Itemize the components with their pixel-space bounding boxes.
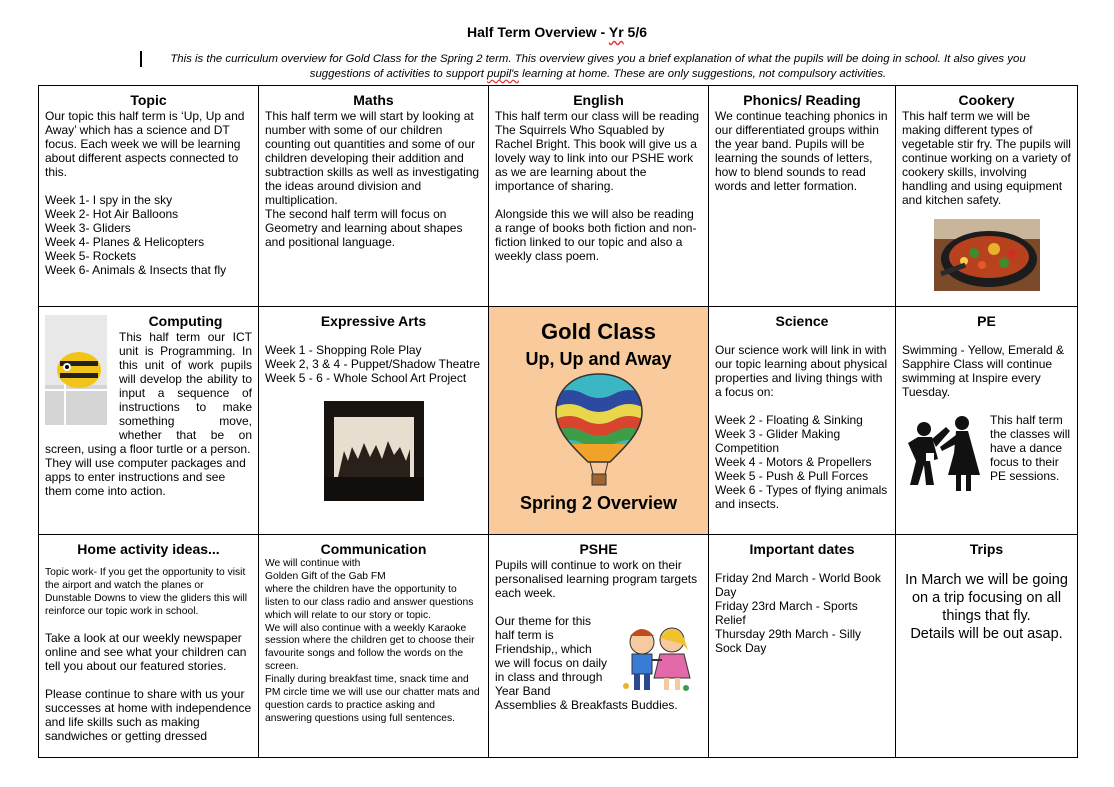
gold-class-cell	[489, 307, 709, 535]
cookery-cell	[896, 86, 1078, 307]
topic-cell	[39, 86, 259, 307]
title-prefix: Half Term Overview -	[466, 24, 609, 40]
dates-heading: Important dates	[749, 541, 855, 557]
trips-body: In March we will be going on a trip focusing on all things that fly. Details will be out asap.	[905, 572, 1068, 642]
science-body: Our science work will link in with our topic learning about physical properties and living things with a focus on: Week 2 - Floating & Sinking Week 3 - Glider Making Competition Week 4 - Motors & Propellers Week 5 - Push & Pull Forces Week 6 - Types of flying animals and insects.	[715, 343, 888, 511]
dancing-figures-icon	[904, 413, 982, 497]
communication-heading: Communication	[320, 541, 427, 557]
shadow-theatre-photo	[324, 401, 424, 501]
science-heading: Science	[775, 313, 829, 329]
home-heading: Home activity ideas...	[77, 541, 220, 557]
cookery-heading: Cookery	[958, 92, 1015, 108]
communication-body: We will continue with Golden Gift of the Gab FM where the children have the opportunity to listen to our class radio and answer questions which will relate to our story or topic. We will also continue with a weekly Karaoke session where the children get to choose their favourite songs and follow the words on the screen. Finally during breakfast time, snack time and PM circle time we will use our chatter mats and question cards to practice asking and answering questions using full sentences.	[265, 558, 480, 724]
maths-body: This half term we will start by looking at number with some of our children counting out quantities and some of our children developing their addition and subtraction skills as well as investigating the ideas around division and multiplication. The second half term will focus on Geometry and learning about shapes and positional language.	[265, 109, 480, 249]
pe-body-a: Swimming - Yellow, Emerald & Sapphire Class will continue swimming at Inspire every Tuesday.	[902, 343, 1065, 399]
science-cell	[709, 307, 896, 535]
grid-row-1	[39, 86, 1078, 307]
pe-body-b: This half term the classes will have a dance focus to their PE sessions.	[990, 413, 1071, 483]
intro-paragraph	[143, 52, 1053, 82]
bee-bot-photo	[45, 315, 107, 425]
arts-body: Week 1 - Shopping Role Play Week 2, 3 & 4 - Puppet/Shadow Theatre Week 5 - 6 - Whole School Art Project	[265, 343, 481, 385]
home-cell	[39, 535, 259, 758]
arts-cell	[259, 307, 489, 535]
topic-title: Up, Up and Away	[525, 349, 672, 369]
communication-cell	[259, 535, 489, 758]
english-heading: English	[573, 92, 624, 108]
topic-body: Our topic this half term is ‘Up, Up and Away’ which has a science and DT focus. Each week we will be learning about different aspects connected to this. Week 1- I spy in the sky Week 2- Hot Air Balloons Week 3- Gliders Week 4- Planes & Helicopters Week 5- Rockets Week 6- Animals & Insects that fly	[45, 109, 245, 277]
dates-body: Friday 2nd March - World Book Day Friday 23rd March - Sports Relief Thursday 29th March - Silly Sock Day	[715, 571, 881, 655]
pshe-heading: PSHE	[579, 541, 618, 557]
arts-heading: Expressive Arts	[320, 313, 427, 329]
class-name: Gold Class	[541, 319, 656, 344]
computing-body-b: They will use computer packages and apps to enter instructions and see them come into action.	[45, 456, 246, 498]
intro-text-b: pupil's	[487, 68, 519, 80]
dates-cell	[709, 535, 896, 758]
trips-heading: Trips	[969, 541, 1004, 557]
maths-heading: Maths	[353, 92, 394, 108]
english-body: This half term our class will be reading The Squirrels Who Squabled by Rachel Bright. This book will give us a lovely way to link into our PSHE work as we are learning about the importance of sharing. Alongside this we will also be reading a range of books both fiction and non-fiction linked to our topic and also a weekly class poem.	[495, 109, 700, 263]
title-yr: Yr	[608, 24, 624, 40]
intro-text-a: This is the curriculum overview for Gold Class for the Spring 2 term. This overview gives you a brief explanation of what the pupils will be doing in school. It also gives you suggestions of activities to support	[170, 53, 1026, 80]
phonics-heading: Phonics/ Reading	[743, 92, 861, 108]
pe-cell	[896, 307, 1078, 535]
english-cell	[489, 86, 709, 307]
maths-cell	[259, 86, 489, 307]
overview-grid	[38, 85, 1078, 758]
cookery-body: This half term we will be making different types of vegetable stir fry. The pupils will continue working on a variety of cookery skills, involving handling and using equipment and kitchen safety.	[902, 109, 1071, 207]
topic-heading: Topic	[130, 92, 167, 108]
pe-heading: PE	[977, 313, 996, 329]
grid-row-2	[39, 307, 1078, 535]
phonics-body: We continue teaching phonics in our differentiated groups within the year band. Pupils will be learning the sounds of letters, how to blend sounds to read words and letter formation.	[715, 109, 888, 193]
intro-text-c: learning at home. These are only suggestions, not compulsory activities.	[519, 68, 887, 80]
trips-cell	[896, 535, 1078, 758]
computing-heading: Computing	[148, 313, 223, 329]
title-suffix: 5/6	[623, 24, 648, 40]
pshe-body-a: Pupils will continue to work on their personalised learning program targets each week.	[495, 558, 698, 600]
computing-body-a: This half term our ICT unit is Programming. In this unit of work pupils will develop the ability to input a sequence of instructions to make something move, whether that be on screen, using a floor turtle or a person.	[45, 330, 252, 456]
computing-cell	[39, 307, 259, 535]
grid-row-3	[39, 535, 1078, 758]
hot-air-balloon-icon	[554, 372, 644, 488]
stir-fry-photo	[934, 219, 1040, 291]
page-title	[0, 24, 1114, 40]
overview-subtitle: Spring 2 Overview	[519, 493, 678, 513]
home-body-b: Take a look at our weekly newspaper online and see what your children can tell you about our featured stories. Please continue to share with us your successes at home with independence and life skills such as making sandwiches or getting dressed	[45, 630, 252, 743]
home-body-a: Topic work- If you get the opportunity to visit the airport and watch the planes or Dunstable Downs to view the gliders this will reinforce our topic work in school.	[45, 567, 248, 617]
pshe-body-b: Our theme for this half term is Friendship,, which we will focus on daily in class and through Year Band Assemblies & Breakfasts Buddies.	[495, 614, 678, 712]
text-cursor	[140, 51, 142, 67]
children-cartoon-icon	[616, 616, 698, 698]
phonics-cell	[709, 86, 896, 307]
pshe-cell	[489, 535, 709, 758]
